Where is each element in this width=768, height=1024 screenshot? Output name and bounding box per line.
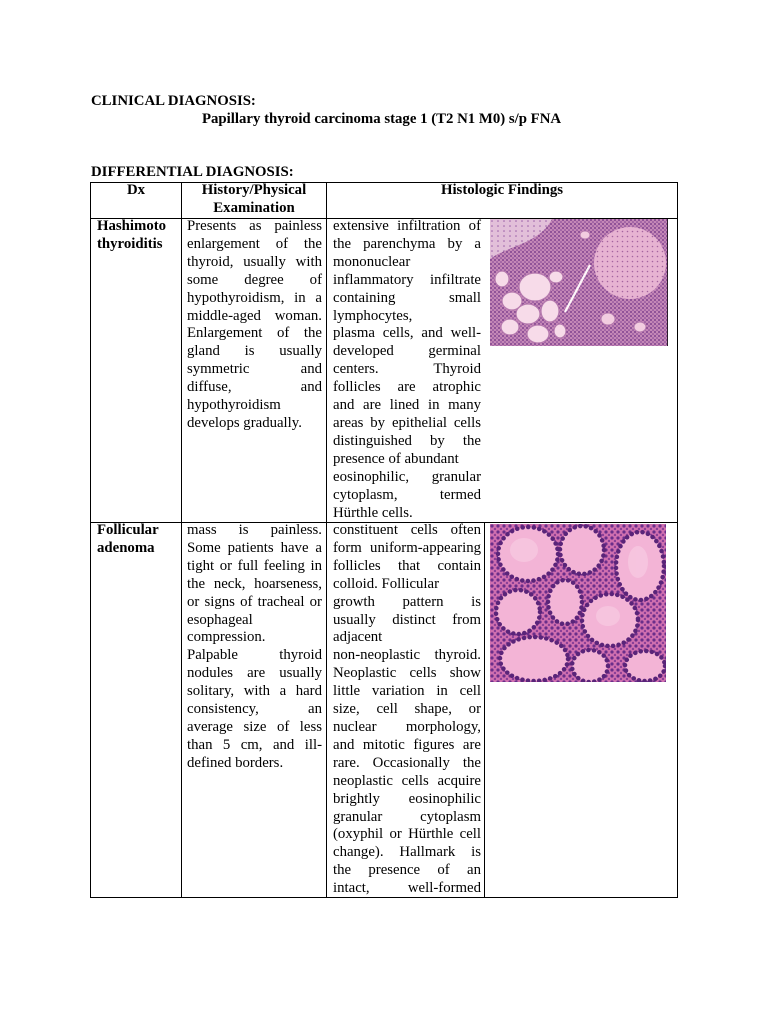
differential-diagnosis-table: [90, 182, 678, 898]
clinical-diagnosis-heading: CLINICAL DIAGNOSIS:: [91, 93, 256, 109]
text-line: hypothyroidism, in a: [187, 289, 322, 306]
text-line: lymphocytes,: [333, 307, 413, 324]
text-line: Presents as painless: [187, 219, 322, 234]
text-line: areas by epithelial cells: [333, 414, 481, 431]
text-line: symmetric and: [187, 361, 322, 378]
text-line: extensive infiltration of: [333, 219, 481, 234]
clinical-diagnosis-text: Papillary thyroid carcinoma stage 1 (T2 N1 M0) s/p FNA: [202, 111, 562, 127]
text-line: brightly eosinophilic: [333, 790, 481, 807]
text-line: esophageal: [187, 611, 253, 628]
text-line: granular cytoplasm: [333, 808, 481, 825]
histology-image-follicular-adenoma: [490, 524, 666, 682]
text-line: plasma cells, and well-: [333, 325, 481, 342]
text-line: size, cell shape, or: [333, 701, 481, 718]
dx-label: Follicular adenoma: [97, 523, 159, 556]
table-header-histology: [327, 183, 678, 219]
histology-image-hashimoto: [490, 219, 668, 346]
text-line: gland is usually: [187, 343, 322, 360]
text-line: change). Hallmark is: [333, 844, 481, 861]
text-line: consistency, an: [187, 701, 322, 718]
text-line: nuclear morphology,: [333, 718, 481, 735]
text-line: tight or full feeling in: [187, 557, 322, 574]
text-line: Hürthle cells.: [333, 504, 413, 521]
history-text: [187, 523, 322, 773]
text-line: nodules are usually: [187, 665, 322, 682]
text-line: middle-aged woman.: [187, 307, 322, 324]
text-line: follicles that contain: [333, 557, 481, 574]
text-line: than 5 cm, and ill-: [187, 736, 322, 753]
text-line: adjacent: [333, 629, 383, 646]
differential-diagnosis-heading: DIFFERENTIAL DIAGNOSIS:: [91, 164, 294, 180]
text-line: the neck, hoarseness,: [187, 575, 322, 592]
text-line: centers. Thyroid: [333, 361, 481, 378]
text-line: cytoplasm, termed: [333, 486, 481, 503]
text-line: Enlargement of the: [187, 325, 322, 342]
dx-cell: [91, 219, 182, 523]
text-line: non-neoplastic thyroid.: [333, 647, 481, 664]
dx-cell: [91, 523, 182, 898]
text-line: distinguished by the: [333, 432, 481, 449]
text-line: inflammatory infiltrate: [333, 271, 481, 288]
text-line: usually distinct from: [333, 611, 481, 628]
text-line: rare. Occasionally the: [333, 754, 481, 771]
table-header-dx-label: Dx: [126, 183, 146, 198]
text-line: Neoplastic cells show: [333, 665, 481, 682]
text-line: or signs of tracheal or: [187, 593, 322, 610]
text-line: constituent cells often: [333, 523, 481, 538]
text-line: Palpable thyroid: [187, 647, 322, 664]
table-header-history-label: History/Physical Examination: [201, 183, 307, 216]
histology-text: [333, 219, 481, 522]
text-line: (oxyphil or Hürthle cell: [333, 826, 481, 843]
inner-divider: [484, 523, 485, 897]
text-line: and are lined in many: [333, 397, 481, 414]
text-line: develops gradually.: [187, 414, 302, 431]
text-line: intact, well-formed: [333, 880, 481, 897]
text-line: Some patients have a: [187, 539, 322, 556]
table-header-histology-label: Histologic Findings: [440, 183, 564, 198]
history-cell: [182, 219, 327, 523]
text-line: enlargement of the: [187, 235, 322, 252]
histology-text: [333, 523, 481, 898]
text-line: growth pattern is: [333, 593, 481, 610]
text-line: thyroid, usually with: [187, 253, 322, 270]
text-line: compression.: [187, 629, 266, 646]
text-line: mass is painless.: [187, 523, 322, 538]
text-line: mononuclear: [333, 253, 411, 270]
text-line: defined borders.: [187, 754, 284, 771]
text-line: developed germinal: [333, 343, 481, 360]
text-line: average size of less: [187, 718, 322, 735]
text-line: some degree of: [187, 271, 322, 288]
table-header-dx: [91, 183, 182, 219]
text-line: diffuse, and: [187, 379, 322, 396]
histology-cell: [327, 219, 678, 523]
text-line: eosinophilic, granular: [333, 468, 481, 485]
dx-label: Hashimoto thyroiditis: [97, 219, 167, 252]
text-line: colloid. Follicular: [333, 575, 440, 592]
histology-cell: [327, 523, 678, 898]
text-line: and mitotic figures are: [333, 736, 481, 753]
text-line: neoplastic cells acquire: [333, 772, 481, 789]
text-line: presence of abundant: [333, 450, 459, 467]
text-line: solitary, with a hard: [187, 683, 322, 700]
text-line: form uniform-appearing: [333, 539, 481, 556]
text-line: the parenchyma by a: [333, 235, 481, 252]
table-header-history: [182, 183, 327, 219]
history-cell: [182, 523, 327, 898]
text-line: hypothyroidism: [187, 397, 281, 414]
text-line: the presence of an: [333, 862, 481, 879]
text-line: containing small: [333, 289, 481, 306]
text-line: little variation in cell: [333, 683, 481, 700]
history-text: [187, 219, 322, 433]
text-line: follicles are atrophic: [333, 379, 481, 396]
